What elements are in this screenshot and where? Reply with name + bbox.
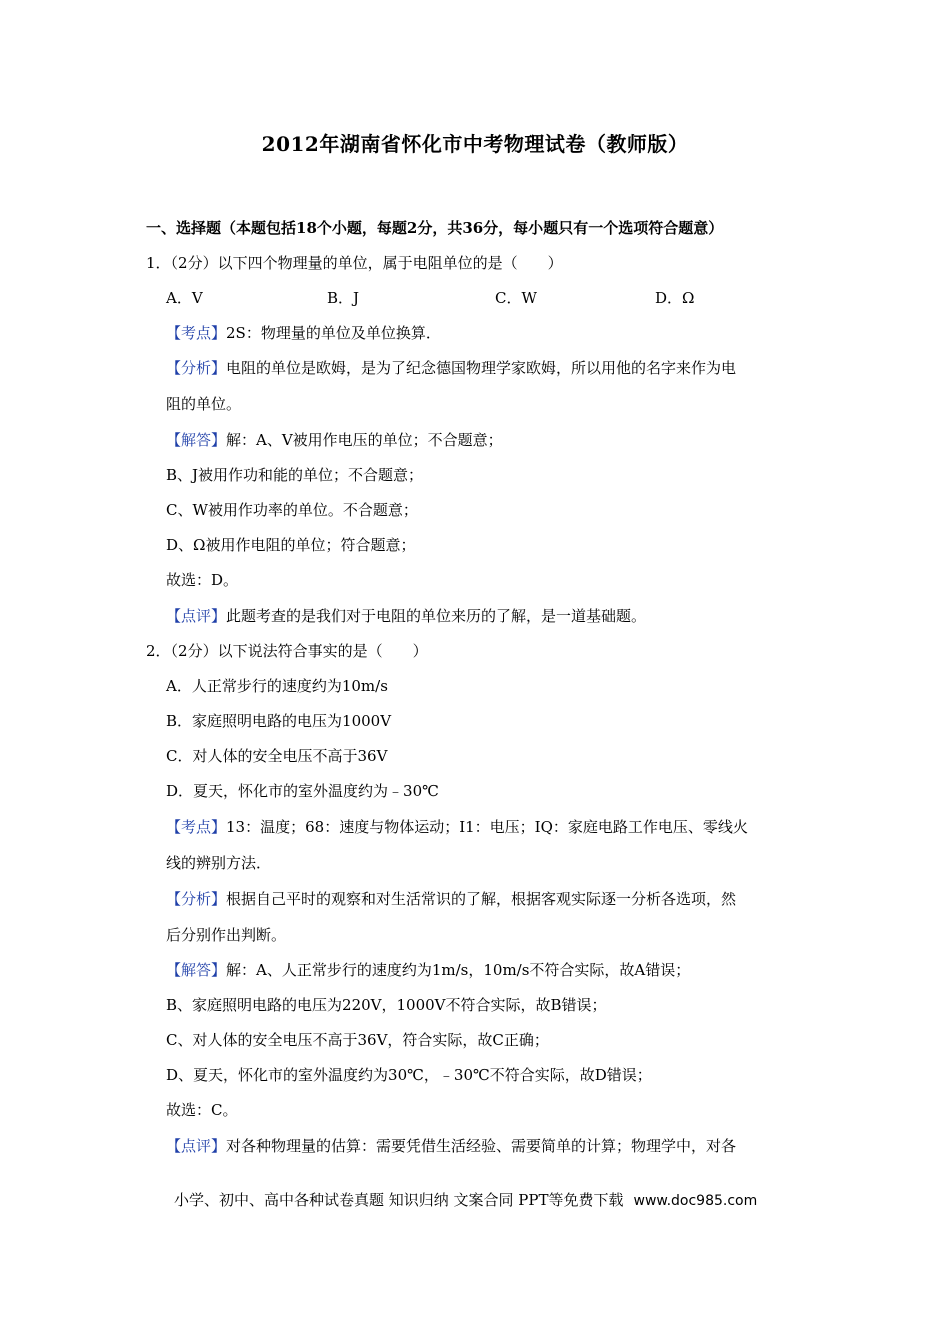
q1-option-d: D．Ω (655, 289, 695, 307)
fenxi-text: 根据自己平时的观察和对生活常识的了解，根据客观实际逐一分析各选项，然 (226, 890, 737, 908)
q2-option-c: C．对人体的安全电压不高于36V (166, 747, 388, 765)
question-2-stem: 2．（2分）以下说法符合事实的是（ ） (146, 642, 428, 660)
q2-kaodian-cont: 线的辨别方法． (166, 854, 272, 872)
q1-jieda (166, 430, 503, 450)
jieda-tag: 【解答】 (166, 431, 227, 449)
q1-option-b: B．J (327, 289, 360, 307)
q2-answer: 故选：C。 (166, 1101, 238, 1119)
jieda-text: 解：A、人正常步行的速度约为1m/s，10m/s不符合实际，故A错误； (226, 961, 691, 979)
footer-text: 小学、初中、高中各种试卷真题 知识归纳 文案合同 PPT等免费下载 (174, 1191, 624, 1209)
question-1-stem: 1．（2分）以下四个物理量的单位，属于电阻单位的是（ ） (146, 254, 563, 272)
fenxi-tag: 【分析】 (166, 359, 227, 377)
q1-fenxi (166, 358, 736, 378)
q1-jieda-c: C、W被用作功率的单位。不合题意； (166, 501, 418, 519)
q2-dianping (166, 1136, 736, 1156)
jieda-tag: 【解答】 (166, 961, 227, 979)
q2-fenxi (166, 889, 736, 909)
kaodian-text: 13：温度；68：速度与物体运动；I1：电压；IQ：家庭电路工作电压、零线火 (226, 818, 748, 836)
dianping-tag: 【点评】 (166, 1137, 227, 1155)
q1-jieda-d: D、Ω被用作电阻的单位；符合题意； (166, 536, 416, 554)
dianping-tag: 【点评】 (166, 607, 227, 625)
q1-option-c: C．W (495, 289, 537, 307)
section-heading: 一、选择题（本题包括18个小题，每题2分，共36分，每小题只有一个选项符合题意） (146, 219, 724, 237)
q1-answer: 故选：D。 (166, 571, 239, 589)
page-title: 2012年湖南省怀化市中考物理试卷（教师版） (261, 132, 689, 156)
fenxi-tag: 【分析】 (166, 890, 227, 908)
q2-jieda (166, 960, 690, 980)
dianping-text: 对各种物理量的估算：需要凭借生活经验、需要简单的计算；物理学中，对各 (226, 1137, 737, 1155)
q2-jieda-b: B、家庭照明电路的电压为220V，1000V不符合实际，故B错误； (166, 996, 607, 1014)
q2-kaodian (166, 817, 748, 837)
fenxi-text: 电阻的单位是欧姆，是为了纪念德国物理学家欧姆，所以用他的名字来作为电 (226, 359, 737, 377)
q2-fenxi-cont: 后分别作出判断。 (166, 926, 287, 944)
kaodian-text: 2S：物理量的单位及单位换算． (226, 324, 441, 342)
q1-kaodian (166, 323, 441, 343)
q2-option-a: A．人正常步行的速度约为10m/s (166, 677, 388, 695)
page-footer (174, 1190, 757, 1211)
kaodian-tag: 【考点】 (166, 818, 227, 836)
q2-jieda-c: C、对人体的安全电压不高于36V，符合实际，故C正确； (166, 1031, 549, 1049)
q2-jieda-d: D、夏天，怀化市的室外温度约为30℃，﹣30℃不符合实际，故D错误； (166, 1066, 652, 1084)
q2-option-b: B．家庭照明电路的电压为1000V (166, 712, 392, 730)
q1-jieda-b: B、J被用作功和能的单位；不合题意； (166, 466, 424, 484)
q1-dianping (166, 606, 646, 626)
q1-option-a: A．V (166, 289, 203, 307)
dianping-text: 此题考查的是我们对于电阻的单位来历的了解，是一道基础题。 (226, 607, 647, 625)
q2-option-d: D．夏天，怀化市的室外温度约为﹣30℃ (166, 782, 439, 800)
footer-url: www.doc985.com (633, 1193, 758, 1209)
kaodian-tag: 【考点】 (166, 324, 227, 342)
q1-fenxi-cont: 阻的单位。 (166, 395, 242, 413)
jieda-text: 解：A、V被用作电压的单位；不合题意； (226, 431, 503, 449)
